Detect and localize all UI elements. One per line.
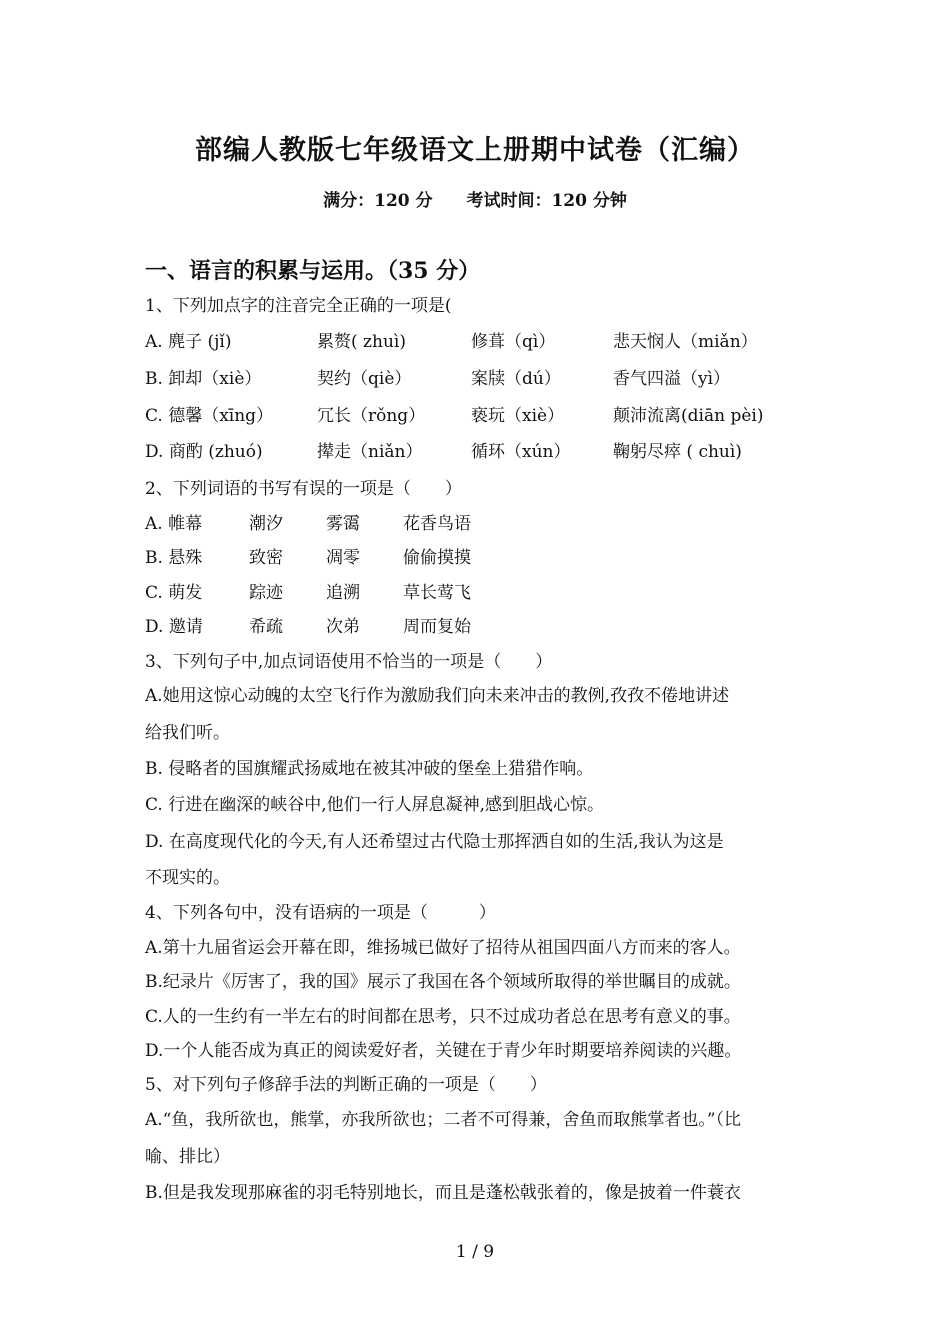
section-title: 一、语言的积累与运用。（35 分） xyxy=(145,258,481,284)
question-3-option-c: C. 行进在幽深的峡谷中,他们一行人屏息凝神,感到胆战心惊。 xyxy=(145,795,605,815)
exam-info xyxy=(0,186,950,211)
question-4-option-b: B.纪录片《厉害了，我的国》展示了我国在各个领域所取得的举世瞩目的成就。 xyxy=(145,972,741,992)
question-1-option-b xyxy=(145,367,815,391)
question-4-stem: 4、下列各句中，没有语病的一项是（ ） xyxy=(145,903,496,923)
option-cell: 踪迹 xyxy=(249,583,283,603)
option-cell: D. 邀请 xyxy=(145,617,203,637)
exam-time: 考试时间：120 分钟 xyxy=(466,191,627,211)
question-1-option-a xyxy=(145,330,815,354)
option-cell: A. 麂子 (jǐ) xyxy=(145,332,232,352)
option-cell: 契约（qiè） xyxy=(317,369,412,389)
question-2-stem: 2、下列词语的书写有误的一项是（ ） xyxy=(145,479,462,499)
option-cell: 偷偷摸摸 xyxy=(403,548,471,568)
option-cell: 修葺（qì） xyxy=(471,332,556,352)
page-number: 1 / 9 xyxy=(455,1242,495,1262)
option-cell: 草长莺飞 xyxy=(403,583,471,603)
option-cell: C. 德馨（xīng） xyxy=(145,406,274,426)
question-3-stem: 3、下列句子中,加点词语使用不恰当的一项是（ ） xyxy=(145,652,553,672)
option-cell: 颠沛流离(diān pèi) xyxy=(613,406,764,426)
question-3-option-b: B. 侵略者的国旗耀武扬威地在被其冲破的堡垒上猎猎作响。 xyxy=(145,759,594,779)
question-2-option-a xyxy=(145,512,815,536)
question-5-option-a-cont: 喻、排比） xyxy=(145,1147,230,1167)
option-cell: 希疏 xyxy=(249,617,283,637)
question-1-stem: 1、下列加点字的注音完全正确的一项是( xyxy=(145,296,452,316)
full-score: 满分：120 分 xyxy=(323,191,433,211)
question-3-option-d: D. 在高度现代化的今天,有人还希望过古代隐士那挥洒自如的生活,我认为这是 xyxy=(145,832,724,852)
option-cell: 周而复始 xyxy=(403,617,471,637)
option-cell: C. 萌发 xyxy=(145,583,203,603)
option-cell: D. 商酌 (zhuó) xyxy=(145,442,263,462)
option-cell: A. 帷幕 xyxy=(145,514,203,534)
option-cell: 撵走（niǎn） xyxy=(317,442,423,462)
question-5-option-a: A.“鱼，我所欲也，熊掌，亦我所欲也；二者不可得兼，舍鱼而取熊掌者也。”（比 xyxy=(145,1110,742,1130)
option-cell: 香气四溢（yì） xyxy=(613,369,731,389)
option-cell: 雾霭 xyxy=(326,514,360,534)
option-cell: 花香鸟语 xyxy=(403,514,471,534)
question-2-option-d xyxy=(145,615,815,639)
option-cell: 案牍（dú） xyxy=(471,369,561,389)
question-1-option-c xyxy=(145,404,815,428)
option-cell: 凋零 xyxy=(326,548,360,568)
question-3-option-d-cont: 不现实的。 xyxy=(145,868,230,888)
option-cell: 亵玩（xiè） xyxy=(471,406,565,426)
question-4-option-a: A.第十九届省运会开幕在即，维扬城已做好了招待从祖国四面八方而来的客人。 xyxy=(145,938,741,958)
question-5-stem: 5、对下列句子修辞手法的判断正确的一项是（ ） xyxy=(145,1075,547,1095)
option-cell: 循环（xún） xyxy=(471,442,571,462)
page-title: 部编人教版七年级语文上册期中试卷（汇编） xyxy=(195,135,755,166)
option-cell: B. 卸却（xiè） xyxy=(145,369,262,389)
question-1-option-d xyxy=(145,440,815,464)
question-2-option-b xyxy=(145,546,815,570)
option-cell: B. 悬殊 xyxy=(145,548,203,568)
question-4-option-c: C.人的一生约有一半左右的时间都在思考，只不过成功者总在思考有意义的事。 xyxy=(145,1007,741,1027)
option-cell: 悲天悯人（miǎn） xyxy=(613,332,758,352)
option-cell: 追溯 xyxy=(326,583,360,603)
option-cell: 次弟 xyxy=(326,617,360,637)
question-3-option-a: A.她用这惊心动魄的太空飞行作为激励我们向未来冲击的教例,孜孜不倦地讲述 xyxy=(145,686,730,706)
option-cell: 潮汐 xyxy=(249,514,283,534)
question-2-option-c xyxy=(145,581,815,605)
option-cell: 冗长（rǒng） xyxy=(317,406,426,426)
question-5-option-b: B.但是我发现那麻雀的羽毛特别地长，而且是蓬松戟张着的，像是披着一件蓑衣 xyxy=(145,1183,741,1203)
option-cell: 鞠躬尽瘁 ( chuì) xyxy=(613,442,742,462)
option-cell: 累赘( zhuì) xyxy=(317,332,406,352)
question-4-option-d: D.一个人能否成为真正的阅读爱好者，关键在于青少年时期要培养阅读的兴趣。 xyxy=(145,1041,742,1061)
option-cell: 致密 xyxy=(249,548,283,568)
question-3-option-a-cont: 给我们听。 xyxy=(145,723,230,743)
